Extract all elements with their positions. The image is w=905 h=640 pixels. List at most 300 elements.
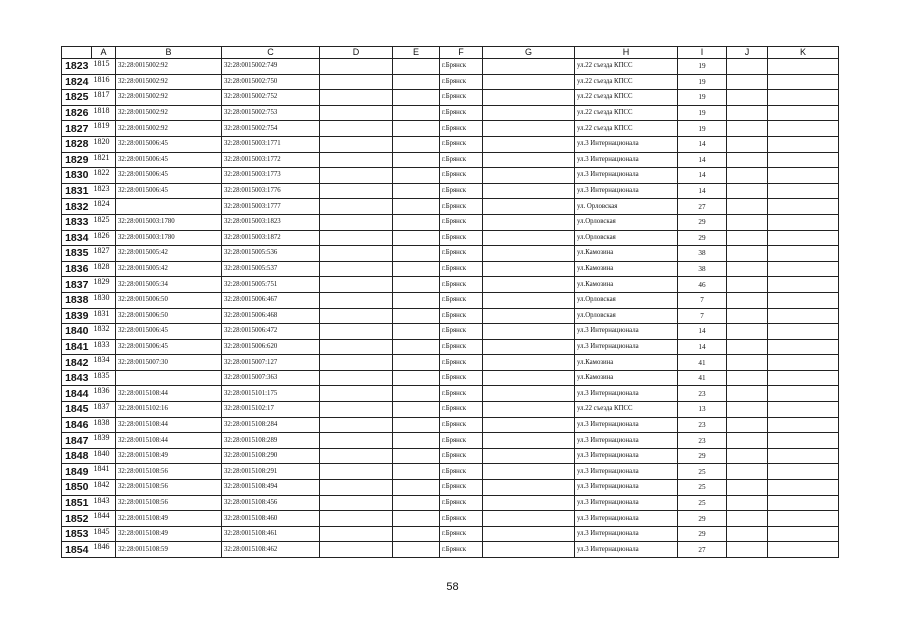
cell-b[interactable]: 32:28:0015108:44: [116, 417, 222, 433]
cell-i[interactable]: 13: [678, 402, 727, 418]
cell-j[interactable]: [727, 448, 768, 464]
cell-j[interactable]: [727, 511, 768, 527]
cell-e[interactable]: [393, 105, 440, 121]
cell-h[interactable]: ул.3 Интернационала: [575, 495, 678, 511]
cell-e[interactable]: [393, 511, 440, 527]
cell-f[interactable]: г.Брянск: [440, 511, 483, 527]
cell-a[interactable]: 1819: [92, 121, 116, 137]
cell-k[interactable]: [768, 448, 839, 464]
cell-j[interactable]: [727, 308, 768, 324]
cell-j[interactable]: [727, 230, 768, 246]
row-number-cell[interactable]: 1832: [62, 199, 92, 215]
cell-i[interactable]: 14: [678, 324, 727, 340]
cell-a[interactable]: 1833: [92, 339, 116, 355]
cell-h[interactable]: ул.22 съезда КПСС: [575, 90, 678, 106]
cell-d[interactable]: [320, 542, 393, 558]
cell-h[interactable]: ул.22 съезда КПСС: [575, 105, 678, 121]
row-number-cell[interactable]: 1824: [62, 74, 92, 90]
cell-g[interactable]: [483, 511, 575, 527]
cell-d[interactable]: [320, 136, 393, 152]
cell-e[interactable]: [393, 199, 440, 215]
cell-e[interactable]: [393, 495, 440, 511]
cell-f[interactable]: г.Брянск: [440, 59, 483, 75]
cell-i[interactable]: 29: [678, 526, 727, 542]
cell-j[interactable]: [727, 59, 768, 75]
cell-f[interactable]: г.Брянск: [440, 105, 483, 121]
row-number-cell[interactable]: 1825: [62, 90, 92, 106]
cell-j[interactable]: [727, 386, 768, 402]
row-number-cell[interactable]: 1849: [62, 464, 92, 480]
row-number-cell[interactable]: 1827: [62, 121, 92, 137]
cell-e[interactable]: [393, 246, 440, 262]
cell-h[interactable]: ул.Камозина: [575, 277, 678, 293]
column-header-e[interactable]: E: [393, 47, 440, 59]
cell-g[interactable]: [483, 136, 575, 152]
cell-c[interactable]: 32:28:0015002:749: [222, 59, 320, 75]
cell-b[interactable]: 32:28:0015002:92: [116, 105, 222, 121]
cell-f[interactable]: г.Брянск: [440, 199, 483, 215]
cell-d[interactable]: [320, 59, 393, 75]
cell-g[interactable]: [483, 480, 575, 496]
cell-f[interactable]: г.Брянск: [440, 74, 483, 90]
cell-c[interactable]: 32:28:0015003:1772: [222, 152, 320, 168]
cell-c[interactable]: 32:28:0015002:752: [222, 90, 320, 106]
cell-i[interactable]: 14: [678, 339, 727, 355]
cell-d[interactable]: [320, 308, 393, 324]
cell-j[interactable]: [727, 121, 768, 137]
cell-e[interactable]: [393, 355, 440, 371]
cell-d[interactable]: [320, 183, 393, 199]
cell-k[interactable]: [768, 246, 839, 262]
cell-b[interactable]: 32:28:0015108:44: [116, 386, 222, 402]
cell-g[interactable]: [483, 370, 575, 386]
cell-i[interactable]: 23: [678, 386, 727, 402]
cell-e[interactable]: [393, 90, 440, 106]
column-header-j[interactable]: J: [727, 47, 768, 59]
cell-a[interactable]: 1843: [92, 495, 116, 511]
cell-f[interactable]: г.Брянск: [440, 214, 483, 230]
cell-h[interactable]: ул.3 Интернационала: [575, 511, 678, 527]
cell-d[interactable]: [320, 402, 393, 418]
cell-e[interactable]: [393, 59, 440, 75]
cell-h[interactable]: ул. Орловская: [575, 199, 678, 215]
cell-e[interactable]: [393, 448, 440, 464]
cell-j[interactable]: [727, 480, 768, 496]
cell-g[interactable]: [483, 339, 575, 355]
cell-c[interactable]: 32:28:0015108:461: [222, 526, 320, 542]
cell-k[interactable]: [768, 433, 839, 449]
cell-k[interactable]: [768, 324, 839, 340]
cell-i[interactable]: 14: [678, 152, 727, 168]
cell-i[interactable]: 14: [678, 168, 727, 184]
cell-i[interactable]: 38: [678, 246, 727, 262]
cell-j[interactable]: [727, 168, 768, 184]
cell-d[interactable]: [320, 152, 393, 168]
cell-c[interactable]: 32:28:0015003:1776: [222, 183, 320, 199]
cell-d[interactable]: [320, 230, 393, 246]
cell-c[interactable]: 32:28:0015006:620: [222, 339, 320, 355]
cell-i[interactable]: 38: [678, 261, 727, 277]
cell-i[interactable]: 29: [678, 511, 727, 527]
cell-k[interactable]: [768, 261, 839, 277]
cell-c[interactable]: 32:28:0015005:751: [222, 277, 320, 293]
cell-g[interactable]: [483, 402, 575, 418]
row-number-cell[interactable]: 1843: [62, 370, 92, 386]
cell-h[interactable]: ул.3 Интернационала: [575, 136, 678, 152]
cell-f[interactable]: г.Брянск: [440, 136, 483, 152]
cell-k[interactable]: [768, 199, 839, 215]
cell-h[interactable]: ул.3 Интернационала: [575, 339, 678, 355]
cell-g[interactable]: [483, 292, 575, 308]
cell-k[interactable]: [768, 105, 839, 121]
cell-c[interactable]: 32:28:0015006:472: [222, 324, 320, 340]
cell-i[interactable]: 19: [678, 105, 727, 121]
cell-c[interactable]: 32:28:0015006:468: [222, 308, 320, 324]
cell-h[interactable]: ул.Камозина: [575, 246, 678, 262]
cell-j[interactable]: [727, 526, 768, 542]
row-number-cell[interactable]: 1850: [62, 480, 92, 496]
cell-e[interactable]: [393, 480, 440, 496]
row-number-cell[interactable]: 1842: [62, 355, 92, 371]
cell-g[interactable]: [483, 308, 575, 324]
cell-f[interactable]: г.Брянск: [440, 90, 483, 106]
cell-g[interactable]: [483, 121, 575, 137]
cell-a[interactable]: 1823: [92, 183, 116, 199]
cell-d[interactable]: [320, 448, 393, 464]
cell-j[interactable]: [727, 105, 768, 121]
cell-k[interactable]: [768, 183, 839, 199]
cell-i[interactable]: 29: [678, 230, 727, 246]
cell-f[interactable]: г.Брянск: [440, 542, 483, 558]
cell-c[interactable]: 32:28:0015101:175: [222, 386, 320, 402]
cell-f[interactable]: г.Брянск: [440, 433, 483, 449]
cell-g[interactable]: [483, 168, 575, 184]
cell-a[interactable]: 1832: [92, 324, 116, 340]
cell-e[interactable]: [393, 214, 440, 230]
cell-e[interactable]: [393, 74, 440, 90]
row-number-cell[interactable]: 1834: [62, 230, 92, 246]
cell-a[interactable]: 1831: [92, 308, 116, 324]
cell-e[interactable]: [393, 433, 440, 449]
cell-i[interactable]: 19: [678, 74, 727, 90]
cell-b[interactable]: 32:28:0015005:34: [116, 277, 222, 293]
cell-h[interactable]: ул.3 Интернационала: [575, 464, 678, 480]
cell-j[interactable]: [727, 261, 768, 277]
column-header-c[interactable]: C: [222, 47, 320, 59]
cell-g[interactable]: [483, 355, 575, 371]
cell-f[interactable]: г.Брянск: [440, 355, 483, 371]
cell-f[interactable]: г.Брянск: [440, 230, 483, 246]
cell-k[interactable]: [768, 370, 839, 386]
cell-h[interactable]: ул.Камозина: [575, 355, 678, 371]
row-number-cell[interactable]: 1847: [62, 433, 92, 449]
cell-b[interactable]: 32:28:0015006:45: [116, 152, 222, 168]
cell-d[interactable]: [320, 90, 393, 106]
cell-a[interactable]: 1820: [92, 136, 116, 152]
cell-b[interactable]: 32:28:0015108:56: [116, 464, 222, 480]
cell-d[interactable]: [320, 495, 393, 511]
cell-d[interactable]: [320, 74, 393, 90]
cell-b[interactable]: 32:28:0015006:45: [116, 324, 222, 340]
row-number-cell[interactable]: 1846: [62, 417, 92, 433]
cell-d[interactable]: [320, 355, 393, 371]
cell-d[interactable]: [320, 199, 393, 215]
cell-h[interactable]: ул.Орловская: [575, 214, 678, 230]
cell-b[interactable]: [116, 199, 222, 215]
row-number-cell[interactable]: 1828: [62, 136, 92, 152]
cell-e[interactable]: [393, 308, 440, 324]
cell-e[interactable]: [393, 152, 440, 168]
cell-k[interactable]: [768, 464, 839, 480]
row-number-cell[interactable]: 1835: [62, 246, 92, 262]
cell-a[interactable]: 1825: [92, 214, 116, 230]
cell-a[interactable]: 1842: [92, 480, 116, 496]
cell-d[interactable]: [320, 277, 393, 293]
cell-d[interactable]: [320, 261, 393, 277]
column-header-k[interactable]: K: [768, 47, 839, 59]
cell-f[interactable]: г.Брянск: [440, 495, 483, 511]
row-number-cell[interactable]: 1837: [62, 277, 92, 293]
cell-j[interactable]: [727, 370, 768, 386]
cell-d[interactable]: [320, 386, 393, 402]
row-number-cell[interactable]: 1838: [62, 292, 92, 308]
cell-f[interactable]: г.Брянск: [440, 526, 483, 542]
cell-k[interactable]: [768, 511, 839, 527]
cell-f[interactable]: г.Брянск: [440, 292, 483, 308]
cell-k[interactable]: [768, 168, 839, 184]
cell-f[interactable]: г.Брянск: [440, 448, 483, 464]
cell-i[interactable]: 29: [678, 448, 727, 464]
cell-e[interactable]: [393, 183, 440, 199]
column-header-f[interactable]: F: [440, 47, 483, 59]
cell-d[interactable]: [320, 168, 393, 184]
cell-g[interactable]: [483, 495, 575, 511]
cell-f[interactable]: г.Брянск: [440, 417, 483, 433]
cell-d[interactable]: [320, 105, 393, 121]
cell-j[interactable]: [727, 542, 768, 558]
cell-c[interactable]: 32:28:0015108:456: [222, 495, 320, 511]
cell-j[interactable]: [727, 495, 768, 511]
cell-b[interactable]: 32:28:0015006:50: [116, 308, 222, 324]
cell-g[interactable]: [483, 433, 575, 449]
cell-e[interactable]: [393, 168, 440, 184]
cell-k[interactable]: [768, 152, 839, 168]
cell-h[interactable]: ул.3 Интернационала: [575, 386, 678, 402]
cell-i[interactable]: 25: [678, 495, 727, 511]
cell-h[interactable]: ул.3 Интернационала: [575, 152, 678, 168]
cell-j[interactable]: [727, 183, 768, 199]
cell-k[interactable]: [768, 480, 839, 496]
cell-k[interactable]: [768, 402, 839, 418]
cell-j[interactable]: [727, 74, 768, 90]
cell-b[interactable]: 32:28:0015003:1780: [116, 230, 222, 246]
cell-a[interactable]: 1835: [92, 370, 116, 386]
cell-j[interactable]: [727, 136, 768, 152]
cell-h[interactable]: ул.Орловская: [575, 230, 678, 246]
cell-g[interactable]: [483, 277, 575, 293]
cell-e[interactable]: [393, 121, 440, 137]
cell-d[interactable]: [320, 417, 393, 433]
cell-b[interactable]: 32:28:0015002:92: [116, 90, 222, 106]
cell-f[interactable]: г.Брянск: [440, 277, 483, 293]
cell-b[interactable]: 32:28:0015108:49: [116, 511, 222, 527]
cell-b[interactable]: 32:28:0015102:16: [116, 402, 222, 418]
cell-j[interactable]: [727, 152, 768, 168]
cell-k[interactable]: [768, 542, 839, 558]
cell-c[interactable]: 32:28:0015108:460: [222, 511, 320, 527]
cell-c[interactable]: 32:28:0015108:291: [222, 464, 320, 480]
cell-a[interactable]: 1840: [92, 448, 116, 464]
cell-c[interactable]: 32:28:0015003:1872: [222, 230, 320, 246]
cell-d[interactable]: [320, 324, 393, 340]
cell-k[interactable]: [768, 74, 839, 90]
cell-f[interactable]: г.Брянск: [440, 168, 483, 184]
cell-c[interactable]: 32:28:0015003:1823: [222, 214, 320, 230]
cell-e[interactable]: [393, 386, 440, 402]
cell-g[interactable]: [483, 246, 575, 262]
cell-b[interactable]: 32:28:0015003:1780: [116, 214, 222, 230]
cell-c[interactable]: 32:28:0015005:536: [222, 246, 320, 262]
cell-k[interactable]: [768, 121, 839, 137]
cell-i[interactable]: 41: [678, 355, 727, 371]
cell-a[interactable]: 1841: [92, 464, 116, 480]
cell-e[interactable]: [393, 370, 440, 386]
cell-g[interactable]: [483, 230, 575, 246]
cell-g[interactable]: [483, 199, 575, 215]
cell-c[interactable]: 32:28:0015108:289: [222, 433, 320, 449]
cell-e[interactable]: [393, 402, 440, 418]
cell-b[interactable]: 32:28:0015108:49: [116, 526, 222, 542]
column-header-h[interactable]: H: [575, 47, 678, 59]
cell-c[interactable]: 32:28:0015108:284: [222, 417, 320, 433]
cell-f[interactable]: г.Брянск: [440, 183, 483, 199]
cell-h[interactable]: ул.3 Интернационала: [575, 526, 678, 542]
cell-a[interactable]: 1846: [92, 542, 116, 558]
cell-c[interactable]: 32:28:0015005:537: [222, 261, 320, 277]
cell-j[interactable]: [727, 214, 768, 230]
cell-c[interactable]: 32:28:0015003:1773: [222, 168, 320, 184]
cell-a[interactable]: 1845: [92, 526, 116, 542]
cell-e[interactable]: [393, 277, 440, 293]
cell-d[interactable]: [320, 214, 393, 230]
column-header-d[interactable]: D: [320, 47, 393, 59]
cell-g[interactable]: [483, 105, 575, 121]
cell-h[interactable]: ул.22 съезда КПСС: [575, 74, 678, 90]
cell-d[interactable]: [320, 526, 393, 542]
cell-h[interactable]: ул.3 Интернационала: [575, 542, 678, 558]
cell-b[interactable]: 32:28:0015002:92: [116, 74, 222, 90]
cell-b[interactable]: 32:28:0015006:45: [116, 136, 222, 152]
cell-g[interactable]: [483, 59, 575, 75]
cell-i[interactable]: 7: [678, 292, 727, 308]
cell-k[interactable]: [768, 308, 839, 324]
cell-h[interactable]: ул.3 Интернационала: [575, 168, 678, 184]
cell-a[interactable]: 1836: [92, 386, 116, 402]
cell-d[interactable]: [320, 246, 393, 262]
cell-c[interactable]: 32:28:0015002:754: [222, 121, 320, 137]
cell-b[interactable]: 32:28:0015108:56: [116, 480, 222, 496]
cell-d[interactable]: [320, 339, 393, 355]
cell-k[interactable]: [768, 386, 839, 402]
cell-i[interactable]: 7: [678, 308, 727, 324]
cell-c[interactable]: 32:28:0015003:1771: [222, 136, 320, 152]
cell-c[interactable]: 32:28:0015002:750: [222, 74, 320, 90]
cell-e[interactable]: [393, 292, 440, 308]
cell-b[interactable]: [116, 370, 222, 386]
cell-i[interactable]: 46: [678, 277, 727, 293]
cell-k[interactable]: [768, 339, 839, 355]
cell-b[interactable]: 32:28:0015006:45: [116, 183, 222, 199]
row-number-cell[interactable]: 1836: [62, 261, 92, 277]
cell-c[interactable]: 32:28:0015102:17: [222, 402, 320, 418]
cell-h[interactable]: ул.3 Интернационала: [575, 417, 678, 433]
cell-c[interactable]: 32:28:0015108:494: [222, 480, 320, 496]
row-number-cell[interactable]: 1833: [62, 214, 92, 230]
cell-i[interactable]: 14: [678, 183, 727, 199]
cell-a[interactable]: 1839: [92, 433, 116, 449]
cell-h[interactable]: ул.3 Интернационала: [575, 183, 678, 199]
cell-a[interactable]: 1830: [92, 292, 116, 308]
cell-e[interactable]: [393, 542, 440, 558]
cell-c[interactable]: 32:28:0015002:753: [222, 105, 320, 121]
row-number-cell[interactable]: 1852: [62, 511, 92, 527]
cell-h[interactable]: ул.Камозина: [575, 370, 678, 386]
column-header-g[interactable]: G: [483, 47, 575, 59]
cell-k[interactable]: [768, 277, 839, 293]
cell-f[interactable]: г.Брянск: [440, 480, 483, 496]
cell-a[interactable]: 1826: [92, 230, 116, 246]
cell-c[interactable]: 32:28:0015007:127: [222, 355, 320, 371]
cell-k[interactable]: [768, 136, 839, 152]
row-number-cell[interactable]: 1853: [62, 526, 92, 542]
row-number-cell[interactable]: 1848: [62, 448, 92, 464]
cell-c[interactable]: 32:28:0015108:462: [222, 542, 320, 558]
cell-a[interactable]: 1837: [92, 402, 116, 418]
cell-k[interactable]: [768, 495, 839, 511]
row-number-cell[interactable]: 1823: [62, 59, 92, 75]
row-number-cell[interactable]: 1830: [62, 168, 92, 184]
cell-k[interactable]: [768, 230, 839, 246]
cell-h[interactable]: ул.22 съезда КПСС: [575, 402, 678, 418]
cell-a[interactable]: 1817: [92, 90, 116, 106]
cell-f[interactable]: г.Брянск: [440, 121, 483, 137]
cell-c[interactable]: 32:28:0015007:363: [222, 370, 320, 386]
cell-h[interactable]: ул.22 съезда КПСС: [575, 59, 678, 75]
cell-b[interactable]: 32:28:0015108:56: [116, 495, 222, 511]
row-number-cell[interactable]: 1841: [62, 339, 92, 355]
column-header-i[interactable]: I: [678, 47, 727, 59]
cell-d[interactable]: [320, 121, 393, 137]
cell-f[interactable]: г.Брянск: [440, 464, 483, 480]
row-number-cell[interactable]: 1844: [62, 386, 92, 402]
cell-e[interactable]: [393, 464, 440, 480]
cell-c[interactable]: 32:28:0015003:1777: [222, 199, 320, 215]
cell-i[interactable]: 19: [678, 90, 727, 106]
cell-f[interactable]: г.Брянск: [440, 339, 483, 355]
cell-a[interactable]: 1829: [92, 277, 116, 293]
cell-g[interactable]: [483, 183, 575, 199]
cell-j[interactable]: [727, 324, 768, 340]
cell-a[interactable]: 1838: [92, 417, 116, 433]
cell-d[interactable]: [320, 292, 393, 308]
cell-a[interactable]: 1834: [92, 355, 116, 371]
cell-d[interactable]: [320, 370, 393, 386]
cell-i[interactable]: 19: [678, 121, 727, 137]
cell-b[interactable]: 32:28:0015006:45: [116, 339, 222, 355]
cell-g[interactable]: [483, 526, 575, 542]
cell-a[interactable]: 1821: [92, 152, 116, 168]
cell-d[interactable]: [320, 464, 393, 480]
